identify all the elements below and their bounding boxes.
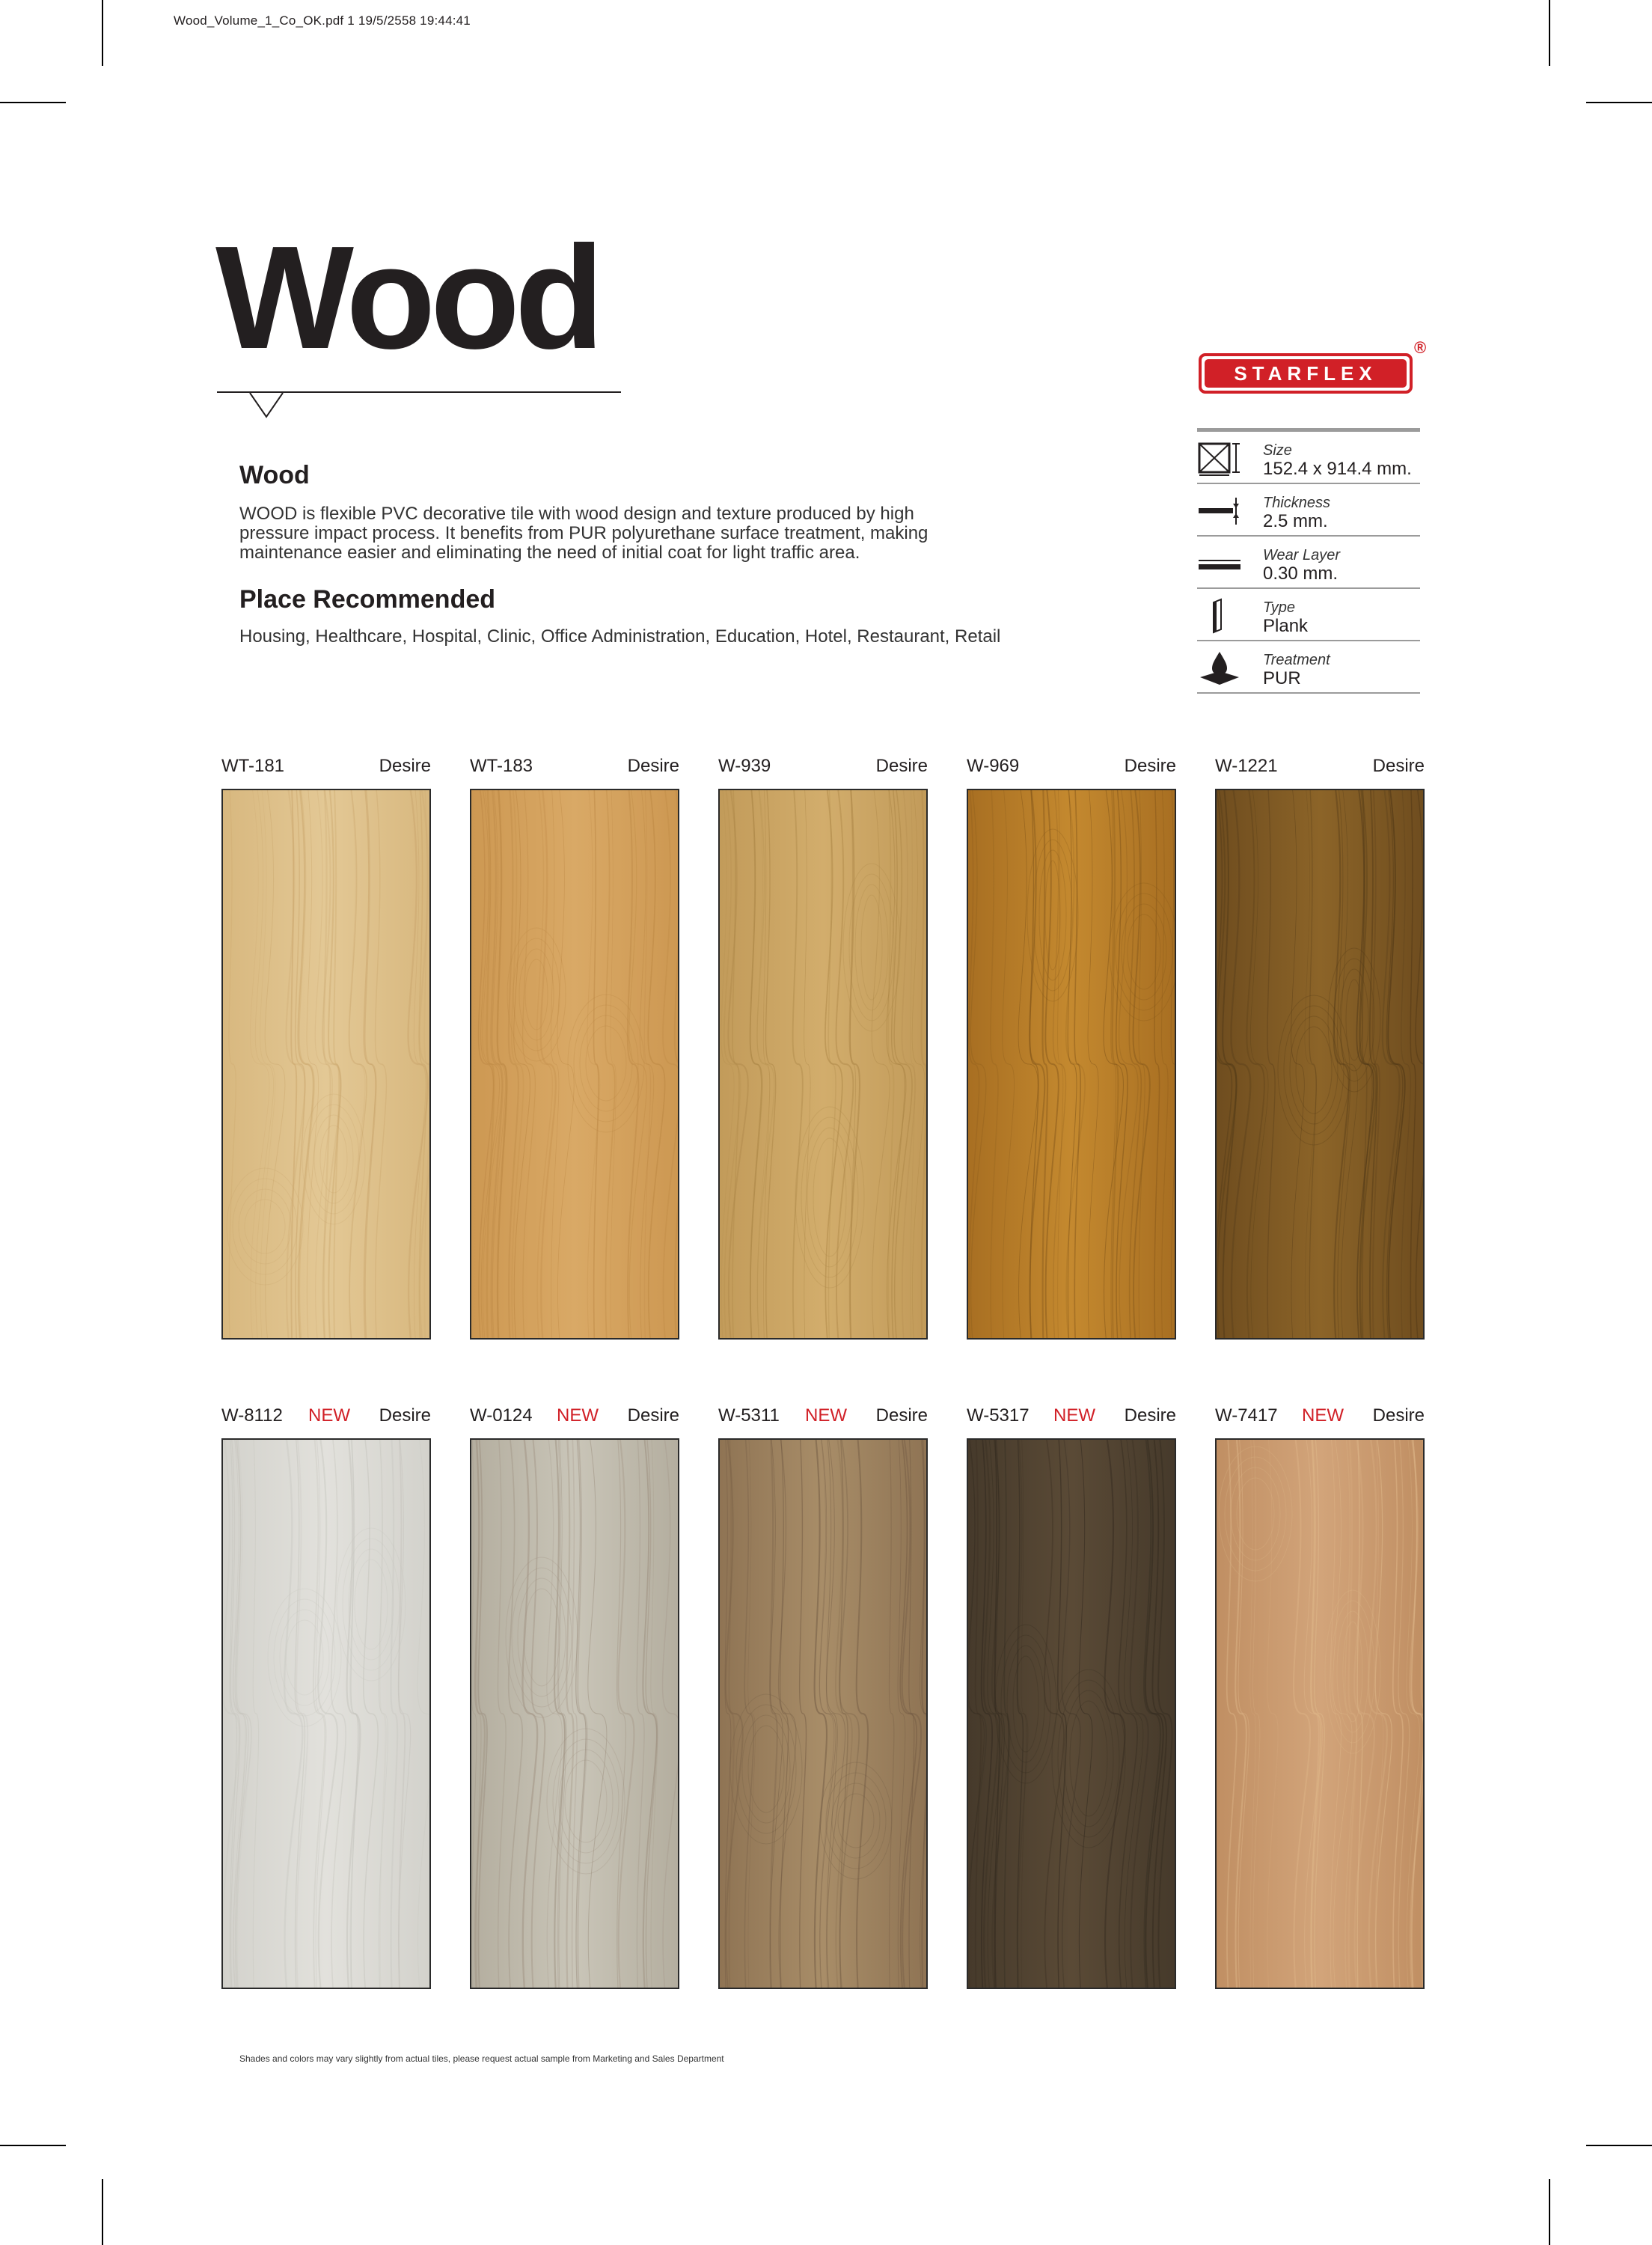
spec-label: Treatment	[1263, 652, 1330, 668]
size-icon	[1197, 441, 1242, 477]
crop-mark	[0, 102, 66, 103]
crop-mark	[1549, 2179, 1550, 2245]
spec-row-wear-layer	[1197, 537, 1420, 589]
logo-text: STARFLEX	[1205, 359, 1407, 388]
spec-label: Wear Layer	[1263, 547, 1341, 563]
crop-mark	[1586, 2145, 1652, 2146]
wood-swatch	[470, 789, 679, 1340]
swatch-code: W-1221	[1215, 756, 1278, 776]
wood-swatch	[1215, 1438, 1425, 1989]
wood-swatch	[221, 789, 431, 1340]
intro-text	[239, 504, 1003, 563]
swatch-series: Desire	[1372, 756, 1425, 776]
swatch-header	[1215, 756, 1425, 780]
treatment-icon	[1197, 650, 1242, 686]
swatch-header	[718, 756, 928, 780]
wood-swatch	[718, 789, 928, 1340]
spec-value: PUR	[1263, 668, 1301, 688]
swatch-code: W-5317	[967, 1405, 1030, 1426]
swatch-series: Desire	[875, 1405, 928, 1426]
swatch-series: Desire	[627, 756, 679, 776]
intro-line: WOOD is flexible PVC decorative tile with wood design and texture produced by high	[239, 504, 914, 524]
crop-mark	[0, 2145, 66, 2146]
intro-line: maintenance easier and eliminating the need of initial coat for light traffic area.	[239, 543, 860, 563]
swatch-code: W-969	[967, 756, 1020, 776]
swatch-code: W-5311	[718, 1405, 780, 1426]
swatch-series: Desire	[875, 756, 928, 776]
new-badge: NEW	[308, 1405, 350, 1426]
spec-value: Plank	[1263, 616, 1309, 636]
wood-swatch	[470, 1438, 679, 1989]
swatch-code: W-7417	[1215, 1405, 1278, 1426]
spec-label: Thickness	[1263, 495, 1331, 511]
swatch-series: Desire	[1372, 1405, 1425, 1426]
disclaimer: Shades and colors may vary slightly from actual tiles, please request actual sample from Marketing and Sales Department	[239, 2053, 724, 2064]
new-badge: NEW	[557, 1405, 599, 1426]
swatch-code: W-0124	[470, 1405, 533, 1426]
spec-row-size	[1197, 432, 1420, 484]
swatch-series: Desire	[379, 1405, 431, 1426]
swatch-header	[967, 756, 1176, 780]
spec-row-treatment	[1197, 641, 1420, 694]
wood-swatch	[718, 1438, 928, 1989]
new-badge: NEW	[805, 1405, 847, 1426]
swatch-series: Desire	[1124, 756, 1176, 776]
swatch-series: Desire	[627, 1405, 679, 1426]
recommended-heading: Place Recommended	[239, 585, 496, 614]
wear-layer-icon	[1197, 546, 1242, 581]
recommended-text: Housing, Healthcare, Hospital, Clinic, Office Administration, Education, Hotel, Restaurant, Retail	[239, 626, 1001, 647]
intro-heading: Wood	[239, 461, 310, 489]
swatch-code: W-8112	[221, 1405, 283, 1426]
swatch-code: WT-183	[470, 756, 533, 776]
spec-value: 152.4 x 914.4 mm.	[1263, 459, 1412, 479]
swatch-code: WT-181	[221, 756, 285, 776]
plank-icon	[1197, 598, 1242, 634]
caret-down-icon	[248, 393, 286, 420]
wood-swatch	[967, 1438, 1176, 1989]
swatch-header	[470, 756, 679, 780]
crop-mark	[1586, 102, 1652, 103]
swatch-header	[718, 1405, 928, 1429]
wood-swatch	[967, 789, 1176, 1340]
spec-row-thickness	[1197, 484, 1420, 537]
intro-line: pressure impact process. It benefits from PUR polyurethane surface treatment, making	[239, 523, 929, 543]
spec-label: Type	[1263, 599, 1295, 616]
page-title: Wood	[215, 216, 599, 379]
spec-row-type	[1197, 589, 1420, 641]
thickness-icon	[1197, 493, 1242, 529]
spec-value: 2.5 mm.	[1263, 511, 1328, 531]
crop-mark	[102, 0, 103, 66]
swatch-code: W-939	[718, 756, 771, 776]
crop-mark	[102, 2179, 103, 2245]
file-slug: Wood_Volume_1_Co_OK.pdf 1 19/5/2558 19:44:41	[174, 13, 471, 28]
swatch-header	[221, 756, 431, 780]
new-badge: NEW	[1053, 1405, 1095, 1426]
crop-mark	[1549, 0, 1550, 66]
wood-swatch	[1215, 789, 1425, 1340]
swatch-header	[470, 1405, 679, 1429]
swatch-series: Desire	[379, 756, 431, 776]
spec-label: Size	[1263, 442, 1292, 459]
starflex-logo	[1199, 353, 1413, 394]
registered-mark: ®	[1414, 338, 1427, 357]
swatch-header	[221, 1405, 431, 1429]
spec-value: 0.30 mm.	[1263, 563, 1339, 584]
swatch-series: Desire	[1124, 1405, 1176, 1426]
wood-swatch	[221, 1438, 431, 1989]
new-badge: NEW	[1302, 1405, 1344, 1426]
swatch-header	[967, 1405, 1176, 1429]
swatch-header	[1215, 1405, 1425, 1429]
